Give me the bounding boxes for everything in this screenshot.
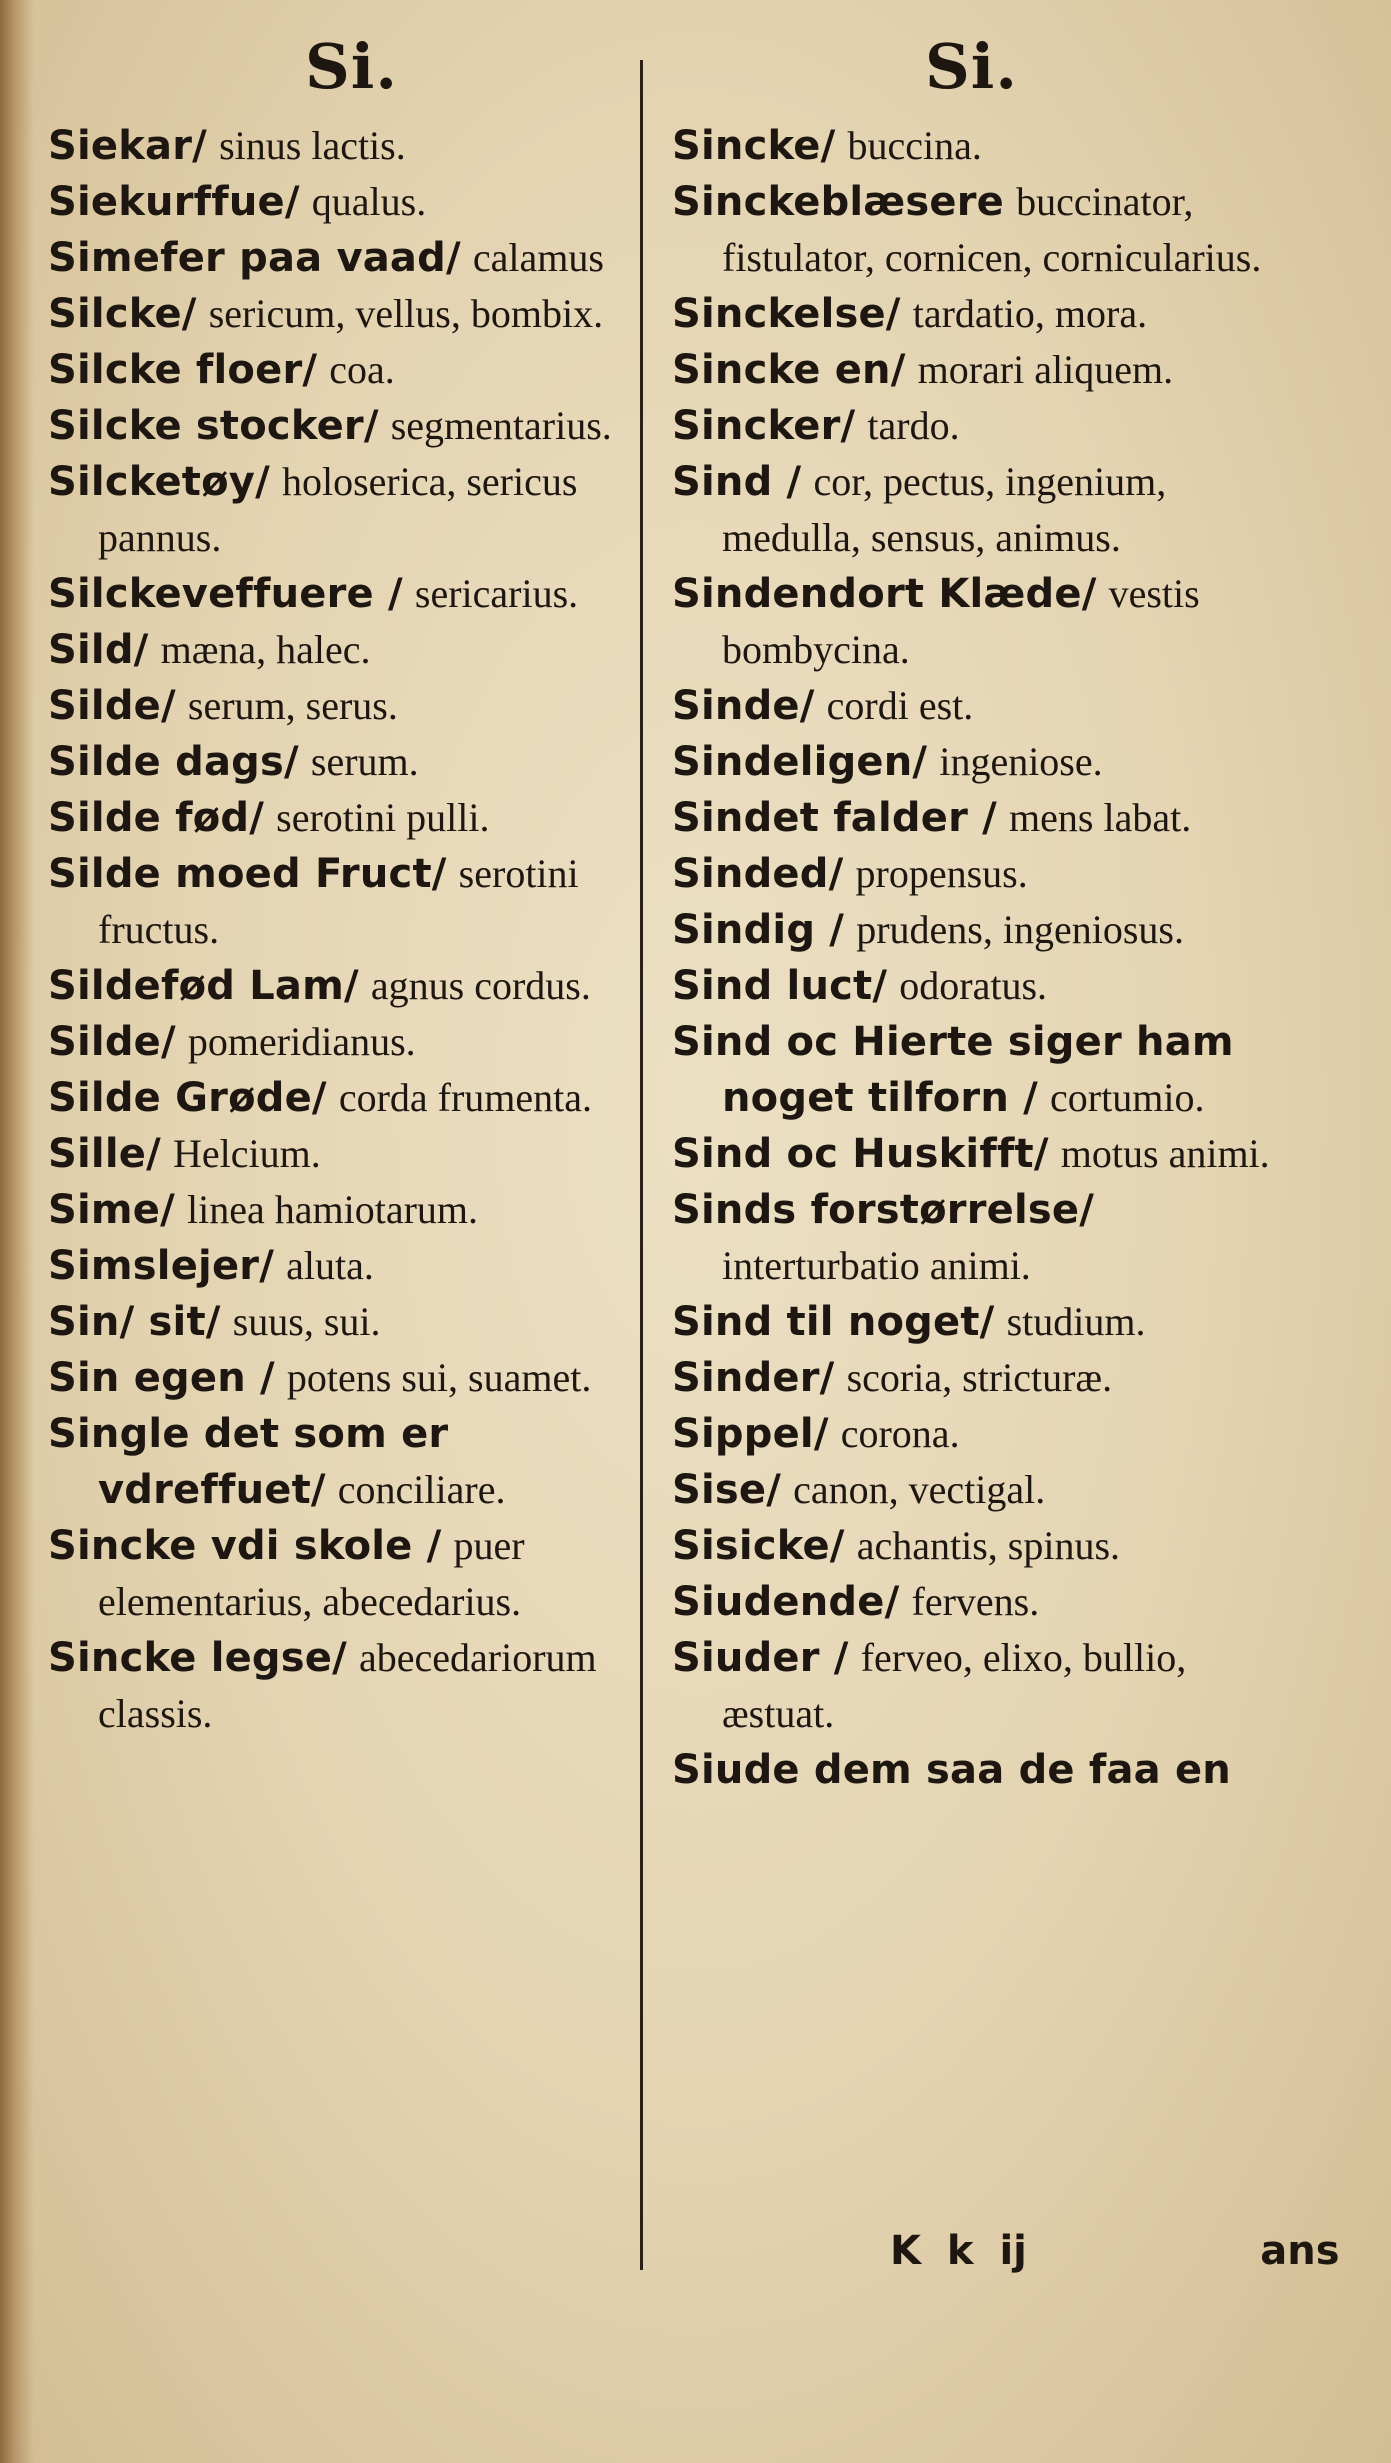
dictionary-entry (48, 286, 638, 342)
entry-lemma: Silde moed Fruct/ (48, 851, 447, 897)
entry-lemma: Silckeveffuere / (48, 571, 403, 617)
dictionary-entry (48, 622, 638, 678)
entry-lemma: Sippel/ (672, 1411, 829, 1457)
entry-gloss: buccinator, fistulator, cornicen, cornicularius. (722, 179, 1262, 280)
dictionary-entry (672, 566, 1292, 678)
entry-gloss: linea hamiotarum. (187, 1187, 479, 1232)
dictionary-entry (672, 678, 1292, 734)
entry-lemma: Sinde/ (672, 683, 815, 729)
entry-gloss: achantis, spinus. (856, 1523, 1121, 1568)
dictionary-entry (672, 1630, 1292, 1742)
dictionary-entry (672, 1350, 1292, 1406)
dictionary-entry (48, 1294, 638, 1350)
entry-gloss: pomeridianus. (187, 1019, 416, 1064)
column-rule (640, 60, 643, 2270)
entry-gloss: sinus lactis. (219, 123, 406, 168)
entry-gloss: mæna, halec. (160, 627, 371, 672)
entry-lemma: Sin egen / (48, 1355, 275, 1401)
entry-gloss: tardo. (867, 403, 960, 448)
dictionary-entry (48, 1238, 638, 1294)
entry-lemma: Sin/ sit/ (48, 1299, 221, 1345)
dictionary-entry (672, 1406, 1292, 1462)
dictionary-entry (672, 174, 1292, 286)
left-column (48, 118, 638, 1742)
entry-gloss: odoratus. (899, 963, 1048, 1008)
dictionary-entry (672, 734, 1292, 790)
entry-gloss: abecedariorum classis. (98, 1635, 597, 1736)
entry-lemma: Sincke en/ (672, 347, 906, 393)
dictionary-entry (672, 1126, 1292, 1182)
entry-gloss: serum. (310, 739, 419, 784)
dictionary-entry (672, 902, 1292, 958)
entry-lemma: Sinder/ (672, 1355, 835, 1401)
entry-lemma: Simslejer/ (48, 1243, 275, 1289)
entry-lemma: Silde fød/ (48, 795, 265, 841)
entry-gloss: cortumio. (1050, 1075, 1205, 1120)
entry-lemma: Siuder / (672, 1635, 849, 1681)
entry-gloss: segmentarius. (390, 403, 612, 448)
entry-gloss: serotini fructus. (98, 851, 579, 952)
entry-lemma: Sindig / (672, 907, 845, 953)
entry-lemma: Simefer paa vaad/ (48, 235, 461, 281)
catchword: ans (1260, 2228, 1340, 2274)
entry-gloss: conciliare. (337, 1467, 506, 1512)
dictionary-entry (672, 1462, 1292, 1518)
entry-gloss: suus, sui. (232, 1299, 381, 1344)
entry-lemma: Siude dem saa de faa en (672, 1747, 1231, 1793)
entry-gloss: sericarius. (414, 571, 579, 616)
dictionary-entry (48, 1406, 638, 1518)
dictionary-entry (672, 342, 1292, 398)
entry-gloss: propensus. (855, 851, 1028, 896)
dictionary-entry (48, 1014, 638, 1070)
dictionary-entry (672, 1182, 1292, 1294)
entry-lemma: Sinded/ (672, 851, 844, 897)
entry-gloss: corda frumenta. (338, 1075, 593, 1120)
entry-gloss: qualus. (311, 179, 427, 224)
dictionary-entry (48, 398, 638, 454)
entry-gloss: serum, serus. (187, 683, 398, 728)
entry-gloss: ingeniose. (939, 739, 1103, 784)
entry-gloss: ferveo, elixo, bullio, æstuat. (722, 1635, 1187, 1736)
entry-lemma: Sind luct/ (672, 963, 888, 1009)
entry-gloss: holoserica, sericus pannus. (98, 459, 578, 560)
entry-lemma: Sinds forstørrelse/ (672, 1187, 1095, 1233)
dictionary-entry (48, 118, 638, 174)
entry-gloss: studium. (1006, 1299, 1146, 1344)
entry-gloss: cor, pectus, ingenium, medulla, sensus, animus. (722, 459, 1167, 560)
binding-gutter (0, 0, 34, 2463)
dictionary-entry (672, 1014, 1292, 1126)
entry-gloss: motus animi. (1060, 1131, 1270, 1176)
entry-gloss: aluta. (286, 1243, 374, 1288)
dictionary-entry (48, 454, 638, 566)
entry-lemma: Sincker/ (672, 403, 856, 449)
dictionary-entry (672, 846, 1292, 902)
entry-lemma: Sille/ (48, 1131, 161, 1177)
entry-lemma: Sindendort Klæde/ (672, 571, 1097, 617)
entry-lemma: Sindeligen/ (672, 739, 928, 785)
dictionary-entry (672, 1518, 1292, 1574)
entry-lemma: Sind oc Huskifft/ (672, 1131, 1049, 1177)
entry-lemma: Sindet falder / (672, 795, 997, 841)
entry-gloss: morari aliquem. (917, 347, 1174, 392)
entry-gloss: calamus (472, 235, 604, 280)
entry-gloss: canon, vectigal. (793, 1467, 1046, 1512)
entry-gloss: prudens, ingeniosus. (856, 907, 1184, 952)
entry-gloss: agnus cordus. (370, 963, 591, 1008)
entry-lemma: Silcke floer/ (48, 347, 318, 393)
entry-lemma: Sildefød Lam/ (48, 963, 359, 1009)
entry-gloss: interturbatio animi. (722, 1243, 1031, 1288)
dictionary-entry (48, 1070, 638, 1126)
entry-gloss: tardatio, mora. (912, 291, 1148, 336)
entry-lemma: Sind / (672, 459, 802, 505)
entry-gloss: cordi est. (826, 683, 974, 728)
entry-gloss: coa. (329, 347, 395, 392)
entry-lemma: Sime/ (48, 1187, 175, 1233)
entry-lemma: Silcketøy/ (48, 459, 270, 505)
entry-lemma: Sisicke/ (672, 1523, 845, 1569)
dictionary-entry (48, 1518, 638, 1630)
entry-gloss: Helcium. (172, 1131, 321, 1176)
dictionary-entry (48, 1126, 638, 1182)
entry-lemma: Silcke/ (48, 291, 197, 337)
entry-gloss: fervens. (911, 1579, 1040, 1624)
entry-lemma: Silcke stocker/ (48, 403, 379, 449)
page-footer (890, 2228, 1340, 2274)
dictionary-entry (48, 1350, 638, 1406)
entry-lemma: Silde Grøde/ (48, 1075, 327, 1121)
dictionary-entry (48, 174, 638, 230)
entry-lemma: Sild/ (48, 627, 149, 673)
entry-gloss: buccina. (847, 123, 982, 168)
entry-lemma: Sise/ (672, 1467, 782, 1513)
signature-mark: K k ij (890, 2228, 1027, 2274)
dictionary-entry (48, 790, 638, 846)
dictionary-entry (48, 342, 638, 398)
page-header-right: Si. (925, 30, 1018, 103)
entry-lemma: Sincke vdi skole / (48, 1523, 442, 1569)
entry-gloss: mens labat. (1009, 795, 1192, 840)
dictionary-entry (672, 398, 1292, 454)
entry-lemma: Single det som er vdreffuet/ (48, 1411, 449, 1513)
right-column (672, 118, 1292, 1798)
entry-lemma: Siekurffue/ (48, 179, 300, 225)
dictionary-entry (672, 118, 1292, 174)
dictionary-entry (48, 1630, 638, 1742)
dictionary-entry (48, 958, 638, 1014)
entry-gloss: serotini pulli. (276, 795, 490, 840)
entry-lemma: Siudende/ (672, 1579, 900, 1625)
page-header-left: Si. (305, 30, 398, 103)
entry-gloss: potens sui, suamet. (286, 1355, 592, 1400)
entry-lemma: Silde dags/ (48, 739, 299, 785)
dictionary-entry (672, 454, 1292, 566)
dictionary-entry (672, 286, 1292, 342)
dictionary-entry (48, 678, 638, 734)
dictionary-entry (672, 1574, 1292, 1630)
dictionary-entry (672, 958, 1292, 1014)
dictionary-entry (672, 790, 1292, 846)
dictionary-entry (672, 1742, 1292, 1798)
entry-lemma: Silde/ (48, 683, 176, 729)
entry-gloss: vestis bombycina. (722, 571, 1200, 672)
entry-lemma: Sincke legse/ (48, 1635, 347, 1681)
entry-lemma: Sind oc Hierte siger ham noget tilforn / (672, 1019, 1234, 1121)
entry-lemma: Sinckelse/ (672, 291, 901, 337)
dictionary-entry (48, 734, 638, 790)
entry-gloss: puer elementarius, abecedarius. (98, 1523, 525, 1624)
dictionary-entry (48, 566, 638, 622)
entry-gloss: corona. (840, 1411, 960, 1456)
entry-gloss: sericum, vellus, bombix. (208, 291, 604, 336)
dictionary-entry (672, 1294, 1292, 1350)
entry-gloss: scoria, stricturæ. (846, 1355, 1113, 1400)
entry-lemma: Siekar/ (48, 123, 207, 169)
dictionary-entry (48, 1182, 638, 1238)
dictionary-entry (48, 846, 638, 958)
entry-lemma: Sincke/ (672, 123, 836, 169)
entry-lemma: Sinckeblæsere (672, 179, 1005, 225)
entry-lemma: Silde/ (48, 1019, 176, 1065)
entry-lemma: Sind til noget/ (672, 1299, 995, 1345)
dictionary-entry (48, 230, 638, 286)
